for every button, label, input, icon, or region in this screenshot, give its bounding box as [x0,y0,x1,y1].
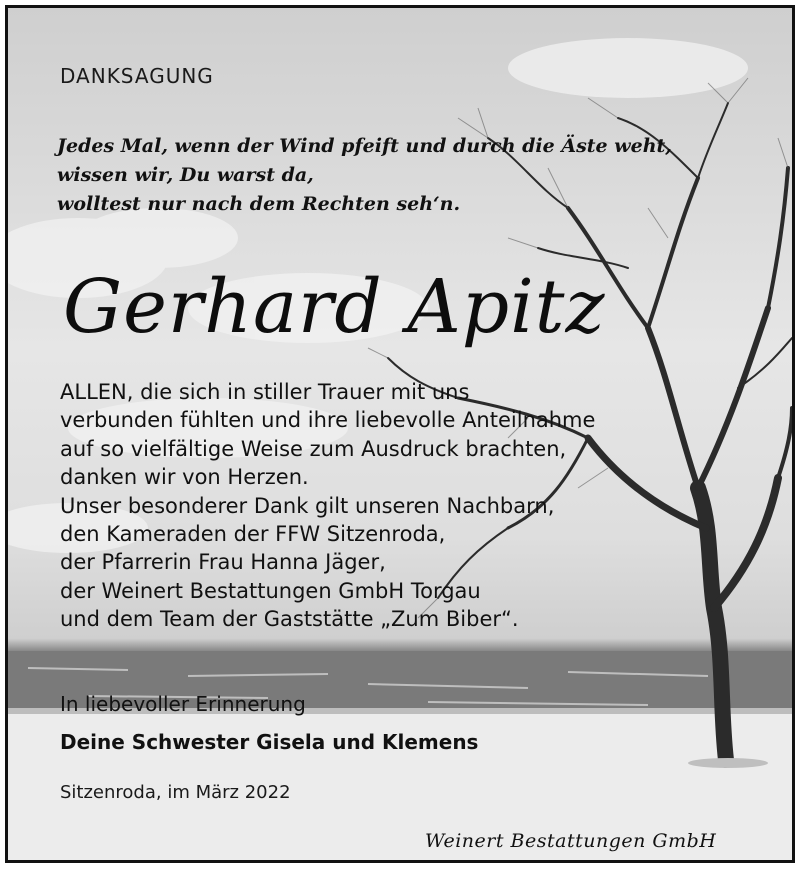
message-line: auf so vielfältige Weise zum Ausdruck brachten, [60,436,567,461]
notice-text [8,8,792,860]
message-line: den Kameraden der FFW Sitzenroda, [60,522,446,547]
place-date: Sitzenroda, im März 2022 [60,782,291,803]
poem-line: Jedes Mal, wenn der Wind pfeift und durch die Äste weht, [57,135,672,157]
message-line: der Weinert Bestattungen GmbH Torgau [60,578,481,603]
poem [57,132,697,219]
poem-line: wolltest nur nach dem Rechten seh‘n. [57,193,461,215]
message-line: der Pfarrerin Frau Hanna Jäger, [60,550,386,575]
signers: Deine Schwester Gisela und Klemens [60,730,479,754]
message-line: ALLEN, die sich in stiller Trauer mit uns [60,380,470,404]
closing-phrase: In liebevoller Erinnerung [60,692,306,716]
message-line: verbunden fühlten und ihre liebevolle Anteilnahme [60,408,596,433]
notice-label: DANKSAGUNG [60,64,214,88]
death-notice [5,5,795,863]
poem-line: wissen wir, Du warst da, [57,164,314,186]
thanks-message [60,378,595,634]
funeral-home-signature: Weinert Bestattungen GmbH [425,830,717,852]
message-line: Unser besonderer Dank gilt unseren Nachbarn, [60,493,555,518]
message-line: danken wir von Herzen. [60,465,309,490]
message-line: und dem Team der Gaststätte „Zum Biber“. [60,607,519,632]
deceased-name: Gerhard Apitz [63,264,606,350]
